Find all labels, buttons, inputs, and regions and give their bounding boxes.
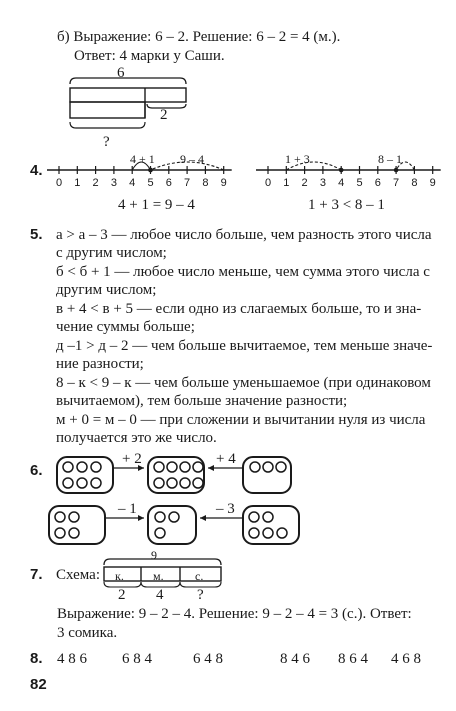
task7-line1: Выражение: 9 – 2 – 4. Решение: 9 – 2 – 4 = 3 (с.). Ответ: [57,606,412,622]
task5-line: вычитаемом), тем больше значение разности; [56,393,348,409]
task8-value: 6 8 4 [122,651,152,667]
task5-line: в + 4 < в + 5 — если одно из слагаемых больше, то и зна- [56,301,422,317]
task7-segment: м. [153,569,164,583]
task4-right-arc-b: 8 – 1 [378,152,402,166]
task6-op: – 1 [118,501,137,517]
number-line-tick-label: 8 [411,177,418,189]
number-line-tick-label: 3 [110,177,117,189]
number-line-tick-label: 0 [264,177,272,189]
task7-value: 2 [118,587,126,603]
task7-segment: с. [195,569,204,583]
task7-value: ? [197,587,204,603]
number-line-tick-label: 9 [220,177,227,189]
task5-line: м + 0 = м – 0 — при сложении и вычитании нуля из числа [56,412,426,428]
task5-line: ние разности; [56,356,144,372]
page-number: 82 [30,676,47,693]
task6-number: 6. [30,462,43,479]
diagram-total: 6 [117,65,125,81]
number-line-tick-label: 1 [74,177,81,189]
task8-value: 4 6 8 [391,651,421,667]
task5-number: 5. [30,226,43,243]
task5-line: б < б + 1 — любое число меньше, чем сумма этого числа с [56,264,430,280]
task5-line: получается это же число. [56,430,217,446]
task4-right-equation: 1 + 3 < 8 – 1 [308,197,385,213]
task6-op: – 3 [216,501,235,517]
task4-left-arc-a: 4 + 1 [130,152,155,166]
number-line-tick-label: 6 [165,177,172,189]
number-line-tick-label: 7 [184,177,191,189]
number-line-tick-label: 2 [92,177,99,189]
number-line-tick-label: 7 [393,177,400,189]
task4-left-equation: 4 + 1 = 9 – 4 [118,197,195,213]
task5-line: д –1 > д – 2 — чем больше вычитаемое, тем меньше значе- [56,338,433,354]
task8-value: 8 6 4 [338,651,368,667]
item-b-line2: Ответ: 4 марки у Саши. [74,48,225,64]
diagram-part: 2 [160,107,168,123]
item-b-line1: б) Выражение: 6 – 2. Решение: 6 – 2 = 4 (м.). [57,29,341,45]
task7-line2: 3 сомика. [57,625,118,641]
task7-value: 4 [156,587,164,603]
number-line-tick-label: 3 [319,177,326,189]
task6-op: + 2 [122,451,142,467]
task4-left-arc-b: 9 – 4 [180,152,204,166]
task4-number: 4. [30,162,43,179]
number-line-tick-label: 5 [356,177,363,189]
number-line-tick-label: 4 [129,177,136,189]
task7-number: 7. [30,566,43,583]
task8-value: 6 4 8 [193,651,223,667]
task8-value: 4 8 6 [57,651,87,667]
number-line-tick-label: 8 [202,177,209,189]
number-line-tick-label: 0 [55,177,63,189]
task7-scheme-label: Схема: [56,567,101,583]
task5-line: а > а – 3 — любое число больше, чем разность этого числа [56,227,432,243]
task7-segment: к. [115,569,124,583]
task7-total: 9 [151,548,157,562]
task5-line: чение суммы больше; [56,319,195,335]
task5-line: 8 – к < 9 – к — чем больше уменьшаемое (при одинаковом [56,375,431,391]
number-line-tick-label: 2 [301,177,308,189]
number-line-tick-label: 4 [338,177,345,189]
number-line-tick-label: 5 [147,177,154,189]
number-line-tick-label: 9 [429,177,436,189]
task8-number: 8. [30,650,43,667]
number-line-tick-label: 1 [283,177,290,189]
task6-op: + 4 [216,451,236,467]
number-line-tick-label: 6 [374,177,381,189]
task8-value: 8 4 6 [280,651,310,667]
diagram-unknown: ? [103,134,110,150]
task4-right-arc-a: 1 + 3 [285,152,310,166]
task5-line: другим числом; [56,282,157,298]
task5-line: с другим числом; [56,245,167,261]
